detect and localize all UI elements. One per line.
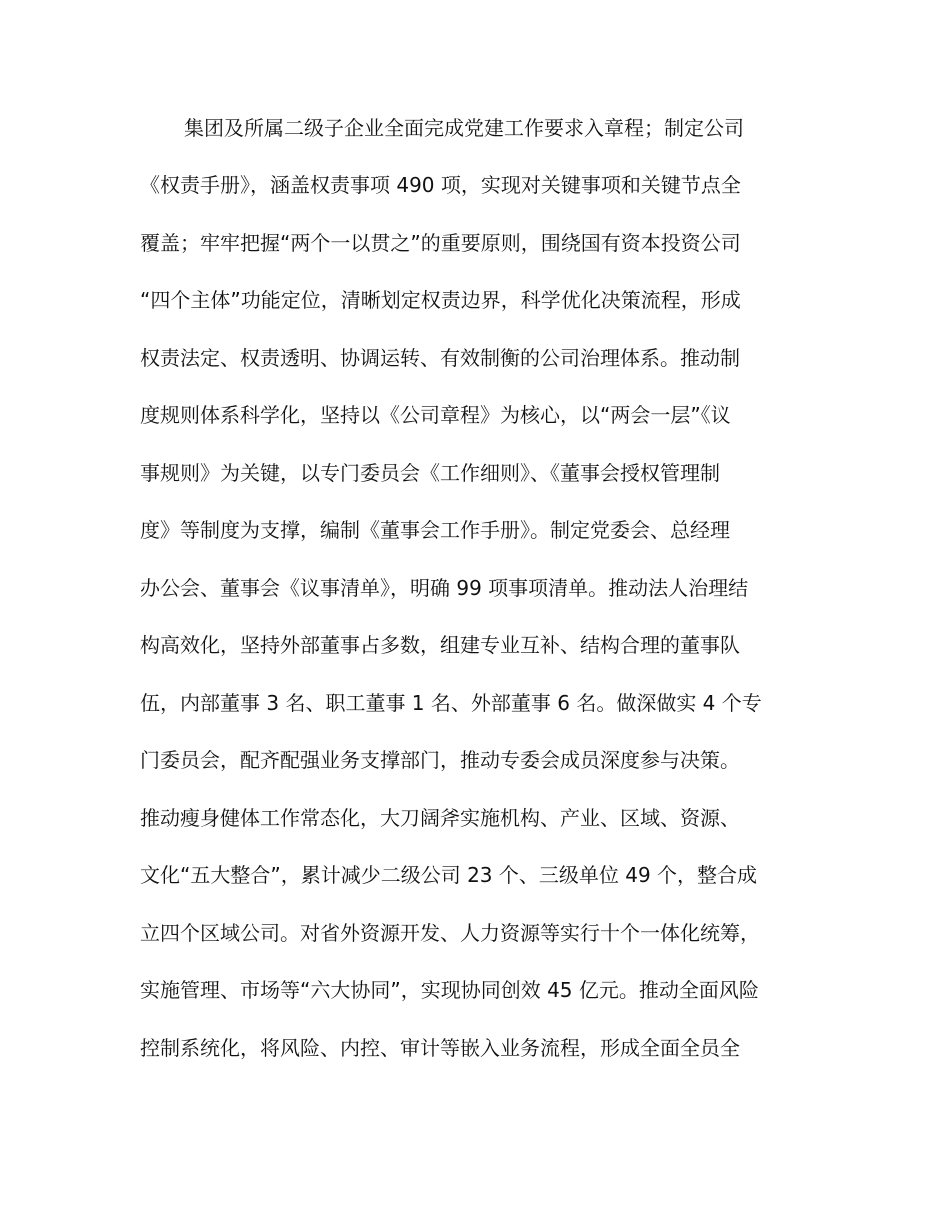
text-line-15: 立四个区域公司。对省外资源开发、人力资源等实行十个一体化统筹， [140,921,760,945]
text-line-1: 集团及所属二级子企业全面完成党建工作要求入章程；制定公司 [184,116,744,140]
text-line-5: 权责法定、权责透明、协调运转、有效制衡的公司治理体系。推动制 [140,346,740,370]
text-line-4: “四个主体”功能定位，清晰划定权责边界，科学优化决策流程，形成 [140,288,741,312]
text-line-2: 《权责手册》，涵盖权责事项 490 项，实现对关键事项和关键节点全 [140,173,741,197]
text-line-13: 推动瘦身健体工作常态化，大刀阔斧实施机构、产业、区域、资源、 [140,806,740,830]
text-line-9: 办公会、董事会《议事清单》，明确 99 项事项清单。推动法人治理结 [140,576,749,600]
text-line-10: 构高效化，坚持外部董事占多数，组建专业互补、结构合理的董事队 [140,633,740,657]
text-line-17: 控制系统化，将风险、内控、审计等嵌入业务流程，形成全面全员全 [140,1036,740,1060]
text-line-6: 度规则体系科学化，坚持以《公司章程》为核心，以“两会一层”《议 [140,403,731,427]
text-line-14: 文化“五大整合”，累计减少二级公司 23 个、三级单位 49 个，整合成 [140,863,758,887]
text-line-3: 覆盖；牢牢把握“两个一以贯之”的重要原则，围绕国有资本投资公司 [140,231,741,255]
text-line-11: 伍，内部董事 3 名、职工董事 1 名、外部董事 6 名。做深做实 4 个专 [140,691,762,715]
text-line-8: 度》等制度为支撑，编制《董事会工作手册》。制定党委会、总经理 [140,518,730,542]
text-line-7: 事规则》为关键，以专门委员会《工作细则》、《董事会授权管理制 [140,461,720,485]
text-line-12: 门委员会，配齐配强业务支撑部门，推动专委会成员深度参与决策。 [140,748,740,772]
text-line-16: 实施管理、市场等“六大协同”，实现协同创效 45 亿元。推动全面风险 [140,978,759,1002]
